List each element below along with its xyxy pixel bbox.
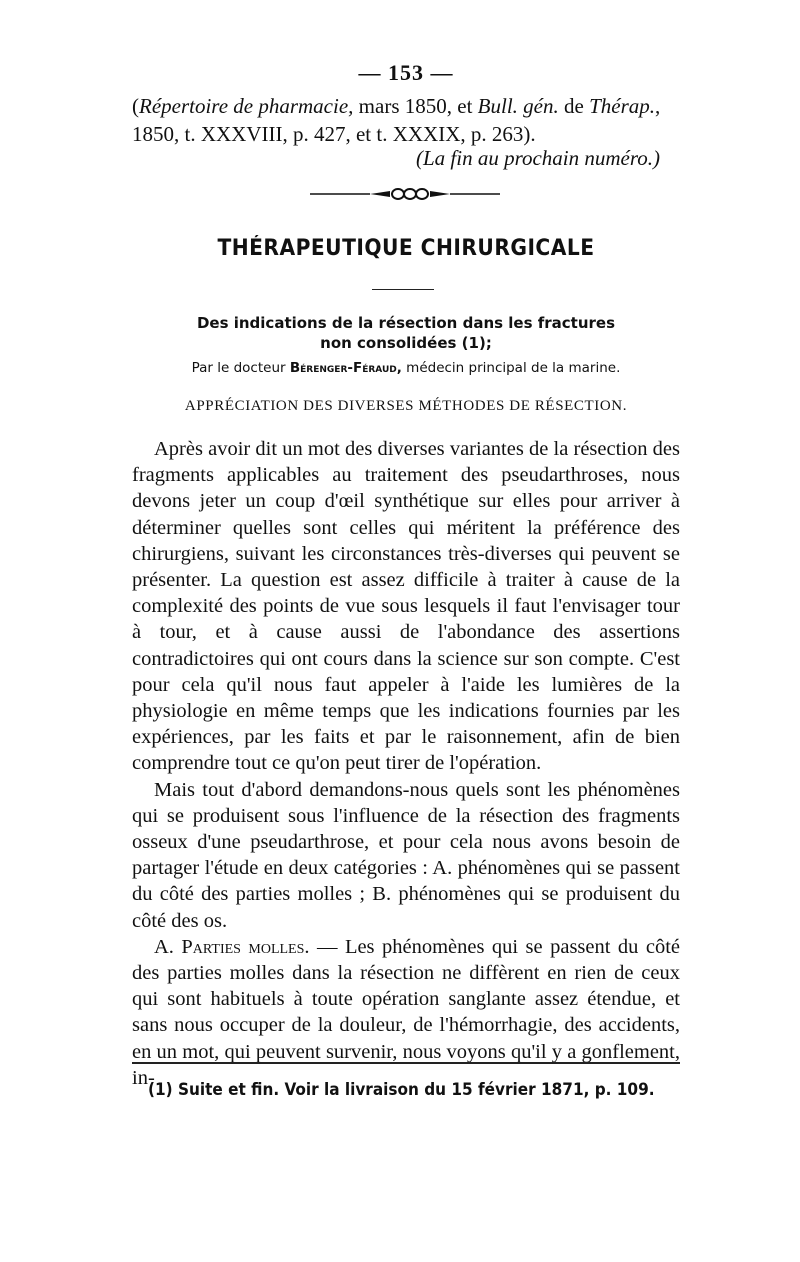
page-number: — 153 —: [358, 60, 454, 85]
journal-title: Répertoire de pharmacie,: [139, 94, 354, 118]
therap-title: Thérap.: [589, 94, 655, 118]
article-title-line-1: Des indications de la résection dans les fractures: [196, 314, 616, 332]
reference-line-2: 1850, t. XXXVIII, p. 427, et t. XXXIX, p. 263).: [132, 122, 536, 146]
byline: Par le docteur Bérenger-Féraud, médecin principal de la marine.: [191, 360, 621, 376]
paragraph-3: A. Parties molles. — Les phénomènes qui se passent du côté des parties molles dans la résection ne diffèrent en rien de ceux qui sont habituels à toute opération sanglante assez étendue, et sans nous occuper de la douleur, de l'hémorrhagie, des accidents, en un mot, qui peuvent survenir, nous voyons qu'il y a gonflement, in-: [132, 935, 680, 1089]
section-title: THÉRAPEUTIQUE CHIRURGICALE: [217, 236, 595, 261]
footnote-rule: [132, 1062, 680, 1064]
paragraph-1: Après avoir dit un mot des diverses variantes de la résection des fragments applicables au traitement des pseudarthroses, nous devons jeter un coup d'œil synthétique sur elles pour arriver à déterminer quelles sont celles qui méritent la préférence des chirurgiens, suivant les circonstances très-diverses qui peuvent se présenter. La question est assez difficile à traiter à cause de la complexité des points de vue sous lesquels il faut l'envisager tour à tour, et à cause aussi de l'abondance des assertions contradictoires qui ont cours dans la science sur son compte. C'est pour cela qu'il nous faut appeler à l'aide les lumières de la physiologie en même temps que les indications fournies par les expériences, par les faits et par le raisonnement, afin de bien comprendre tout ce qu'on peut tirer de l'opération.: [132, 438, 680, 775]
paragraph-3-label: A. Parties molles.: [154, 935, 310, 958]
short-rule: [372, 289, 434, 290]
continued-note: (La fin au prochain numéro.): [415, 146, 660, 170]
article-title: [132, 313, 680, 353]
paragraph-2: Mais tout d'abord demandons-nous quels sont les phénomènes qui se produisent sous l'influence de la résection des fragments osseux d'une pseudarthrose, et pour cela nous avons besoin de partager l'étude en deux catégories : A. phénomènes qui se passent du côté des parties molles ; B. phénomènes qui se produisent du côté des os.: [132, 778, 680, 932]
reference-line-1: (Répertoire de pharmacie, mars 1850, et Bull. gén. de Thérap.,: [132, 94, 661, 118]
article-title-line-2: non consolidées (1);: [320, 334, 492, 352]
author-name: Bérenger-Féraud,: [289, 360, 402, 376]
subheading: APPRÉCIATION DES DIVERSES MÉTHODES DE RÉSECTION.: [184, 398, 628, 414]
footnote: (1) Suite et fin. Voir la livraison du 15 février 1871, p. 109.: [148, 1080, 655, 1100]
bulletin-title: Bull. gén.: [477, 94, 559, 118]
article-body: [132, 436, 680, 1091]
ornament-divider-icon: [310, 184, 500, 204]
